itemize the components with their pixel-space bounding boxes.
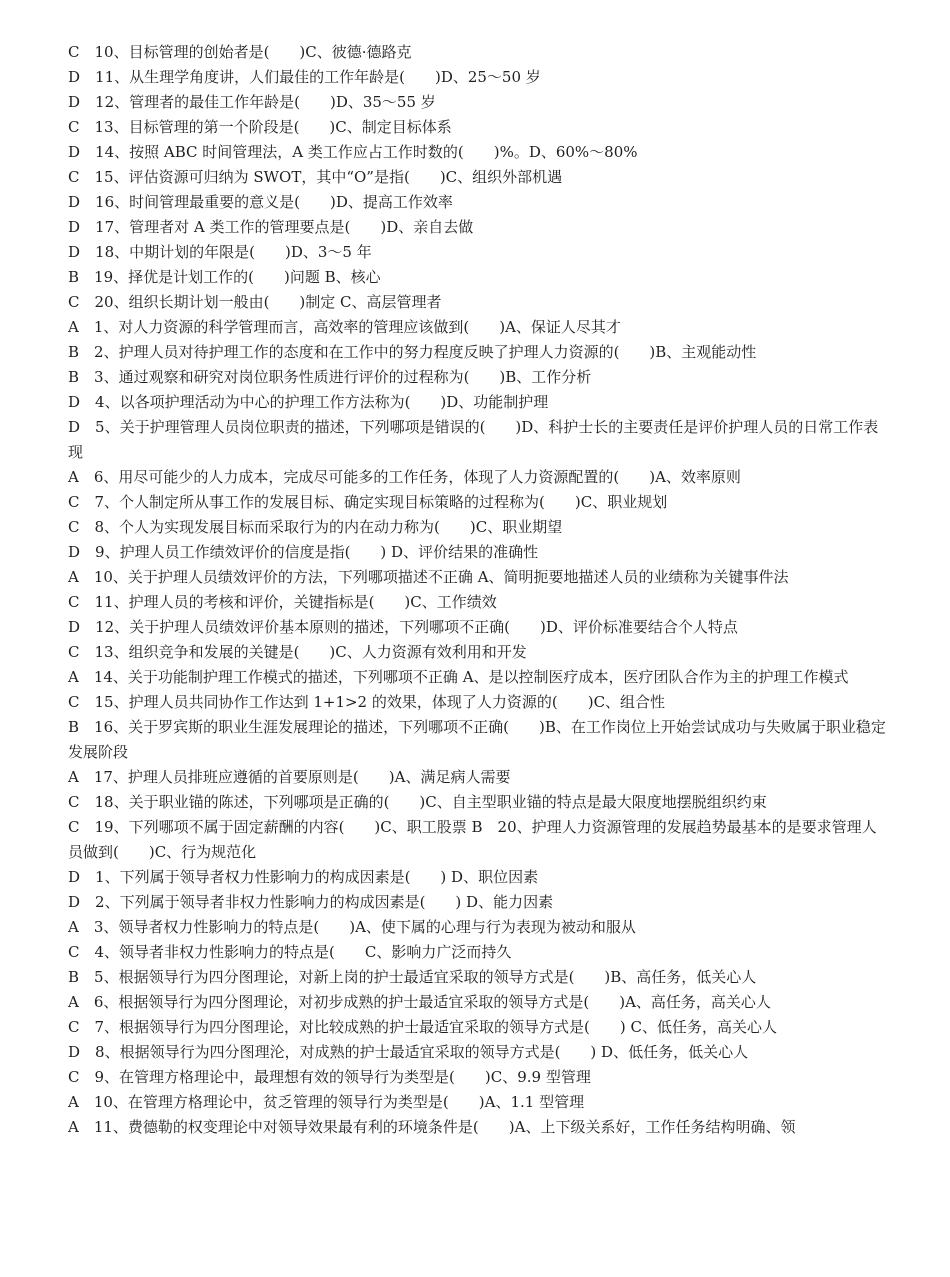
question-line: C 7、个人制定所从事工作的发展目标、确定实现目标策略的过程称为( )C、职业规划 [68,493,668,511]
question-line: C 18、关于职业锚的陈述，下列哪项是正确的( )C、自主型职业锚的特点是最大限度地摆脱组织约束 [68,793,767,811]
question-line: A 11、费德勒的权变理论中对领导效果最有利的环境条件是( )A、上下级关系好，工作任务结构明确、领 [68,1118,796,1136]
question-line: D 2、下列属于领导者非权力性影响力的构成因素是( ) D、能力因素 [68,893,554,911]
question-line: C 13、目标管理的第一个阶段是( )C、制定目标体系 [68,118,452,136]
question-line: A 17、护理人员排班应遵循的首要原则是( )A、满足病人需要 [68,768,511,786]
question-line: D 1、下列属于领导者权力性影响力的构成因素是( ) D、职位因素 [68,868,539,886]
question-line: D 4、以各项护理活动为中心的护理工作方法称为( )D、功能制护理 [68,393,549,411]
question-line: D 11、从生理学角度讲，人们最佳的工作年龄是( )D、25～50 岁 [68,68,541,86]
question-line: B 2、护理人员对待护理工作的态度和在工作中的努力程度反映了护理人力资源的( )B、主观能动性 [68,343,757,361]
question-line: C 7、根据领导行为四分图理论，对比较成熟的护士最适宜采取的领导方式是( ) C、低任务，高关心人 [68,1018,777,1036]
question-line: A 1、对人力资源的科学管理而言，高效率的管理应该做到( )A、保证人尽其才 [68,318,621,336]
question-line: B 5、根据领导行为四分图理论，对新上岗的护士最适宜采取的领导方式是( )B、高任务，低关心人 [68,968,757,986]
question-line: C 4、领导者非权力性影响力的特点是( C、影响力广泛而持久 [68,943,512,961]
question-line: C 15、评估资源可归纳为 SWOT，其中“O”是指( )C、组织外部机遇 [68,168,563,186]
question-line: B 3、通过观察和研究对岗位职务性质进行评价的过程称为( )B、工作分析 [68,368,592,386]
question-line: A 3、领导者权力性影响力的特点是( )A、使下属的心理与行为表现为被动和服从 [68,918,636,936]
question-line: A 10、关于护理人员绩效评价的方法，下列哪项描述不正确 A、简明扼要地描述人员的业绩称为关键事件法 [68,568,789,586]
question-line: C 19、下列哪项不属于固定薪酬的内容( )C、职工股票 B 20、护理人力资源管理的发展趋势最基本的是要求管理人员做到( )C、行为规范化 [68,818,877,861]
question-line: D 9、护理人员工作绩效评价的信度是指( ) D、评价结果的准确性 [68,543,539,561]
question-line: B 19、择优是计划工作的( )问题 B、核心 [68,268,381,286]
question-line: D 18、中期计划的年限是( )D、3～5 年 [68,243,372,261]
question-line: D 5、关于护理管理人员岗位职责的描述，下列哪项是错误的( )D、科护士长的主要责任是评价护理人员的日常工作表现 [68,418,879,461]
question-line: D 8、根据领导行为四分图理沦，对成熟的护士最适宜采取的领导方式是( ) D、低任务，低关心人 [68,1043,749,1061]
question-line: C 13、组织竞争和发展的关键是( )C、人力资源有效利用和开发 [68,643,527,661]
question-line: A 14、关于功能制护理工作模式的描述，下列哪项不正确 A、是以控制医疗成本，医疗团队合作为主的护理工作模式 [68,668,849,686]
question-line: C 9、在管理方格理论中，最理想有效的领导行为类型是( )C、9.9 型管理 [68,1068,591,1086]
question-line: D 12、管理者的最佳工作年龄是( )D、35～55 岁 [68,93,436,111]
question-line: C 15、护理人员共同协作工作达到 1+1>2 的效果，体现了人力资源的( )C、组合性 [68,693,666,711]
question-line: B 16、关于罗宾斯的职业生涯发展理论的描述，下列哪项不正确( )B、在工作岗位上开始尝试成功与失败属于职业稳定发展阶段 [68,718,886,761]
question-line: D 16、时间管理最重要的意义是( )D、提高工作效率 [68,193,453,211]
question-line: A 6、根据领导行为四分图理论，对初步成熟的护士最适宜采取的领导方式是( )A、高任务，高关心人 [68,993,771,1011]
question-line: A 6、用尽可能少的人力成本，完成尽可能多的工作任务，体现了人力资源配置的( )A、效率原则 [68,468,741,486]
question-line: A 10、在管理方格理论中，贫乏管理的领导行为类型是( )A、1.1 型管理 [68,1093,585,1111]
question-line: D 17、管理者对 A 类工作的管理要点是( )D、亲自去做 [68,218,474,236]
question-line: C 20、组织长期计划一般由( )制定 C、高层管理者 [68,293,442,311]
question-line: D 14、按照 ABC 时间管理法，A 类工作应占工作时数的( )%。D、60%～80% [68,143,638,161]
question-line: C 11、护理人员的考核和评价，关键指标是( )C、工作绩效 [68,593,497,611]
question-line: D 12、关于护理人员绩效评价基本原则的描述，下列哪项不正确( )D、评价标准要结合个人特点 [68,618,738,636]
question-line: C 10、目标管理的创始者是( )C、彼德·德路克 [68,43,412,61]
question-line: C 8、个人为实现发展目标而采取行为的内在动力称为( )C、职业期望 [68,518,563,536]
